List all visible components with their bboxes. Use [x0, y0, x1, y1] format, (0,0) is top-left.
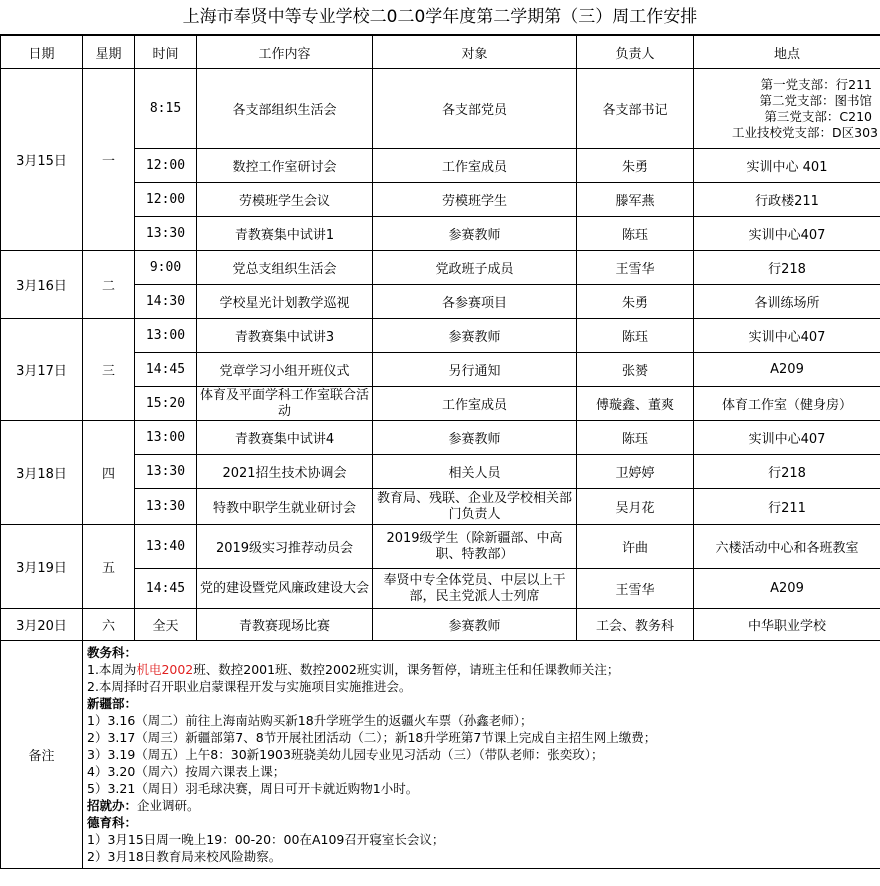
- table-row: [1, 69, 880, 149]
- remark-line: 5）3.21（周日）羽毛球决赛，周日可开卡就近购物1小时。: [87, 781, 419, 796]
- owner-cell: 王雪华: [577, 251, 694, 285]
- remark-line: 2）3.17（周三）新疆部第7、8节开展社团活动（二）；新18升学班第7节课上完成自主招生网上缴费；: [87, 730, 657, 745]
- header-row: [1, 36, 880, 69]
- header-date: 日期: [1, 36, 83, 69]
- date-cell: 3月20日: [1, 609, 83, 641]
- location-cell: 实训中心407: [694, 217, 880, 251]
- header-weekday: 星期: [83, 36, 135, 69]
- location-cell: 体育工作室（健身房）: [694, 387, 880, 421]
- location-cell: A209: [694, 353, 880, 387]
- owner-cell: 朱勇: [577, 149, 694, 183]
- target-cell: 各参赛项目: [373, 285, 577, 319]
- date-cell: 3月17日: [1, 319, 83, 421]
- content-cell: 青教赛集中试讲3: [197, 319, 373, 353]
- highlighted-class: 机电2002: [136, 662, 194, 677]
- header-location: 地点: [694, 36, 880, 69]
- time-cell: 13:40: [135, 525, 197, 569]
- remarks-content: [83, 641, 880, 869]
- owner-cell: 陈珏: [577, 421, 694, 455]
- table-row: [1, 525, 880, 569]
- remark-heading: 教务科：: [87, 645, 138, 660]
- target-cell: 奉贤中专全体党员、中层以上干部，民主党派人士列席: [373, 569, 577, 609]
- content-cell: 特教中职学生就业研讨会: [197, 489, 373, 525]
- date-cell: 3月16日: [1, 251, 83, 319]
- remark-heading: 招就办：: [87, 798, 138, 813]
- target-cell: 参赛教师: [373, 421, 577, 455]
- time-cell: 全天: [135, 609, 197, 641]
- owner-cell: 各支部书记: [577, 69, 694, 149]
- location-cell: 各训练场所: [694, 285, 880, 319]
- target-cell: 2019级学生（除新疆部、中高职、特教部）: [373, 525, 577, 569]
- remarks-label: 备注: [1, 641, 83, 869]
- location-cell: 实训中心407: [694, 319, 880, 353]
- target-cell: 参赛教师: [373, 217, 577, 251]
- location-cell: 实训中心407: [694, 421, 880, 455]
- owner-cell: 吴月花: [577, 489, 694, 525]
- location-cell: 行218: [694, 455, 880, 489]
- table-row: [1, 421, 880, 455]
- owner-cell: 滕军燕: [577, 183, 694, 217]
- owner-cell: 许曲: [577, 525, 694, 569]
- weekday-cell: 二: [83, 251, 135, 319]
- content-cell: 青教赛集中试讲4: [197, 421, 373, 455]
- weekday-cell: 一: [83, 69, 135, 251]
- time-cell: 9:00: [135, 251, 197, 285]
- content-cell: 青教赛集中试讲1: [197, 217, 373, 251]
- header-owner: 负责人: [577, 36, 694, 69]
- target-cell: 工作室成员: [373, 149, 577, 183]
- date-cell: 3月18日: [1, 421, 83, 525]
- remark-line: 2）3月18日教育局来校风险勘察。: [87, 849, 282, 864]
- location-cell: [694, 69, 880, 149]
- remark-heading: 德育科：: [87, 815, 138, 830]
- header-target: 对象: [373, 36, 577, 69]
- owner-cell: 王雪华: [577, 569, 694, 609]
- target-cell: 劳模班学生: [373, 183, 577, 217]
- target-cell: 参赛教师: [373, 609, 577, 641]
- remark-line: 2.本周择时召开职业启蒙课程开发与实施项目实施推进会。: [87, 679, 412, 694]
- table-row: [1, 609, 880, 641]
- content-cell: 劳模班学生会议: [197, 183, 373, 217]
- schedule-table: [0, 35, 880, 869]
- weekday-cell: 五: [83, 525, 135, 609]
- location-line: 第二党支部：图书馆: [759, 92, 872, 108]
- content-cell: 党的建设暨党风廉政建设大会: [197, 569, 373, 609]
- target-cell: 各支部党员: [373, 69, 577, 149]
- target-cell: 党政班子成员: [373, 251, 577, 285]
- owner-cell: 张赟: [577, 353, 694, 387]
- remark-line: [87, 797, 876, 814]
- target-cell: 教育局、残联、企业及学校相关部门负责人: [373, 489, 577, 525]
- time-cell: 13:00: [135, 319, 197, 353]
- content-cell: 2021招生技术协调会: [197, 455, 373, 489]
- location-cell: 六楼活动中心和各班教室: [694, 525, 880, 569]
- owner-cell: 朱勇: [577, 285, 694, 319]
- weekday-cell: 四: [83, 421, 135, 525]
- owner-cell: 傅璇鑫、董爽: [577, 387, 694, 421]
- remark-text: 班、数控2001班、数控2002班实训，课务暂停，请班主任和任课教师关注；: [193, 662, 620, 677]
- location-line: 工业技校党支部：D区303: [732, 124, 878, 140]
- table-row: [1, 251, 880, 285]
- location-cell: 行211: [694, 489, 880, 525]
- content-cell: 各支部组织生活会: [197, 69, 373, 149]
- target-cell: 相关人员: [373, 455, 577, 489]
- location-cell: 行218: [694, 251, 880, 285]
- time-cell: 13:00: [135, 421, 197, 455]
- time-cell: 12:00: [135, 183, 197, 217]
- remark-line: 3）3.19（周五）上午8：30新1903班骁美幼儿园专业见习活动（三）（带队老师：张奕玫）；: [87, 747, 604, 762]
- owner-cell: 卫婷婷: [577, 455, 694, 489]
- target-cell: 另行通知: [373, 353, 577, 387]
- owner-cell: 工会、教务科: [577, 609, 694, 641]
- time-cell: 14:45: [135, 569, 197, 609]
- owner-cell: 陈珏: [577, 217, 694, 251]
- target-cell: 工作室成员: [373, 387, 577, 421]
- time-cell: 13:30: [135, 217, 197, 251]
- target-cell: 参赛教师: [373, 319, 577, 353]
- remark-text: 企业调研。: [137, 798, 200, 813]
- content-cell: 党章学习小组开班仪式: [197, 353, 373, 387]
- location-cell: 实训中心 401: [694, 149, 880, 183]
- date-cell: 3月19日: [1, 525, 83, 609]
- content-cell: 体育及平面学科工作室联合活动: [197, 387, 373, 421]
- time-cell: 12:00: [135, 149, 197, 183]
- time-cell: 15:20: [135, 387, 197, 421]
- date-cell: 3月15日: [1, 69, 83, 251]
- content-cell: 学校星光计划教学巡视: [197, 285, 373, 319]
- content-cell: 2019级实习推荐动员会: [197, 525, 373, 569]
- remark-text: 1.本周为: [87, 662, 137, 677]
- page-title: 上海市奉贤中等专业学校二0二0学年度第二学期第（三）周工作安排: [0, 0, 880, 35]
- weekday-cell: 三: [83, 319, 135, 421]
- owner-cell: 陈珏: [577, 319, 694, 353]
- time-cell: 8:15: [135, 69, 197, 149]
- remarks-row: [1, 641, 880, 869]
- location-cell: A209: [694, 569, 880, 609]
- time-cell: 13:30: [135, 455, 197, 489]
- content-cell: 青教赛现场比赛: [197, 609, 373, 641]
- table-row: [1, 319, 880, 353]
- content-cell: 数控工作室研讨会: [197, 149, 373, 183]
- location-cell: 行政楼211: [694, 183, 880, 217]
- remark-line: 1）3.16（周二）前往上海南站购买新18升学班学生的返疆火车票（孙鑫老师）；: [87, 713, 533, 728]
- content-cell: 党总支组织生活会: [197, 251, 373, 285]
- location-line: 第一党支部：行211: [760, 76, 872, 92]
- header-content: 工作内容: [197, 36, 373, 69]
- remark-line: 1）3月15日周一晚上19：00-20：00在A109召开寝室长会议；: [87, 832, 445, 847]
- time-cell: 14:30: [135, 285, 197, 319]
- remark-line: [87, 661, 876, 678]
- location-line: 第三党支部：C210: [764, 108, 872, 124]
- time-cell: 14:45: [135, 353, 197, 387]
- time-cell: 13:30: [135, 489, 197, 525]
- remark-line: 4）3.20（周六）按周六课表上课；: [87, 764, 286, 779]
- location-cell: 中华职业学校: [694, 609, 880, 641]
- weekday-cell: 六: [83, 609, 135, 641]
- remark-heading: 新疆部：: [87, 696, 138, 711]
- header-time: 时间: [135, 36, 197, 69]
